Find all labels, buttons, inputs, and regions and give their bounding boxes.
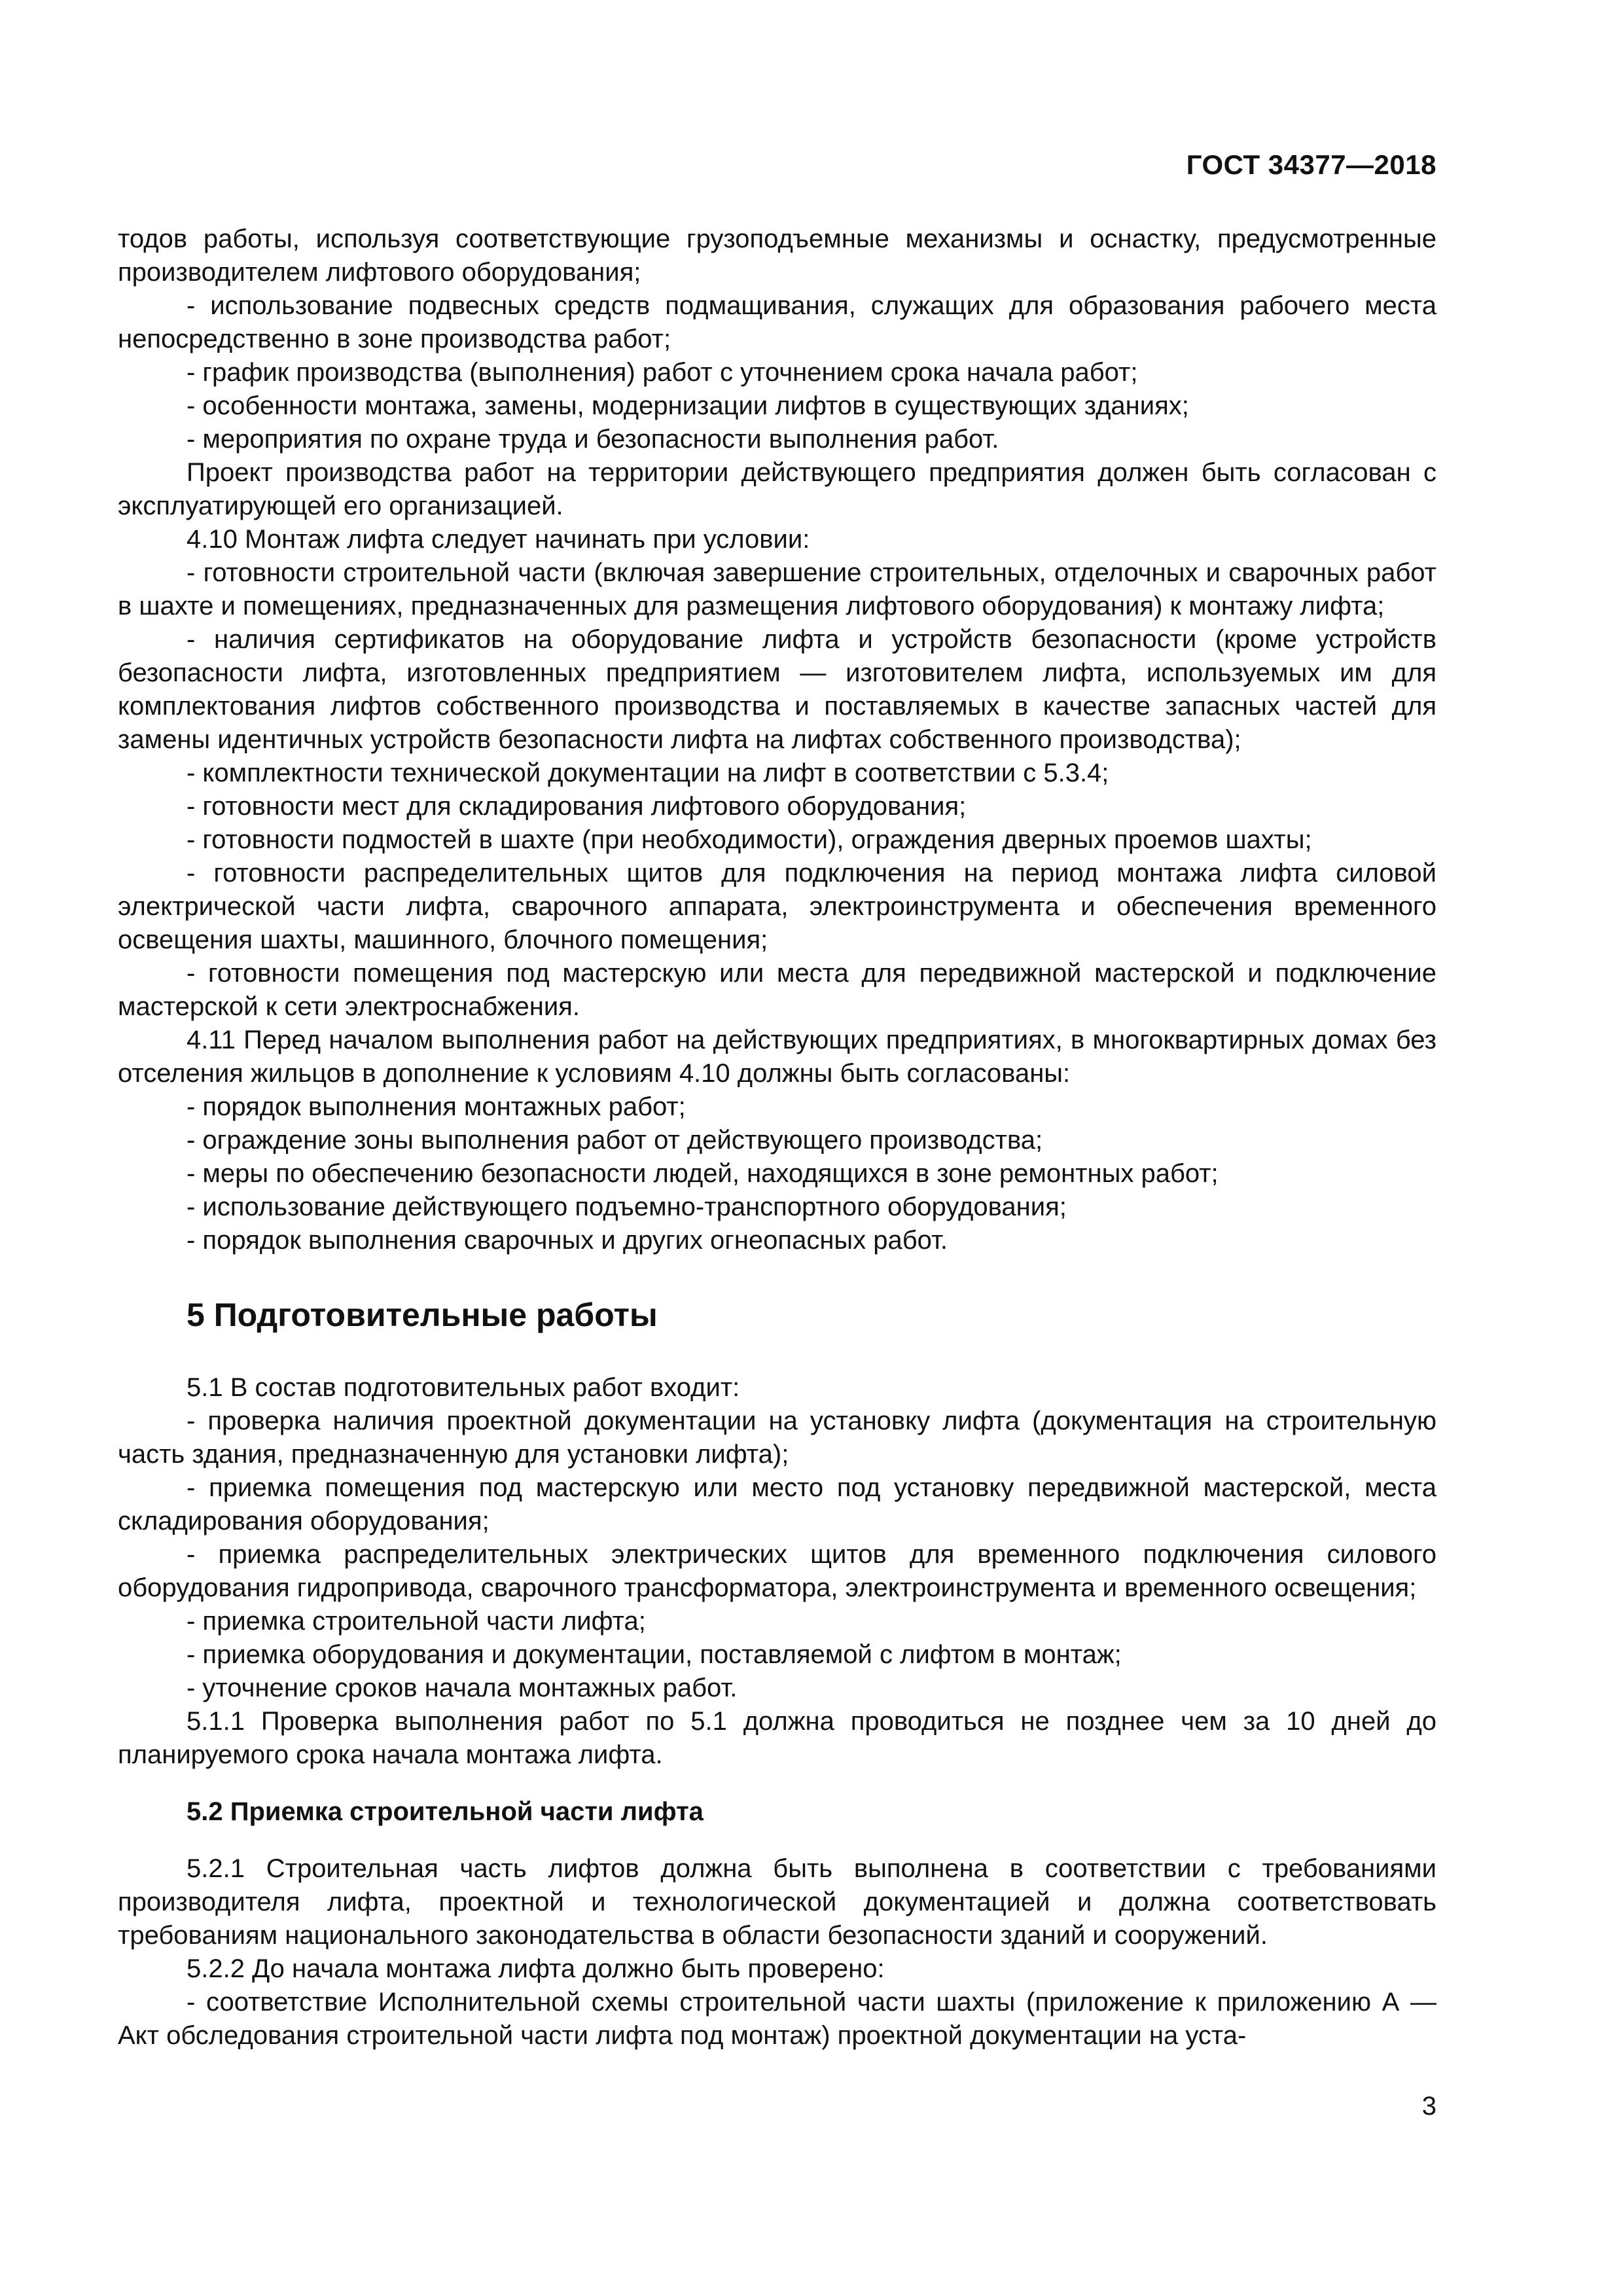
clause-4-10: 4.10 Монтаж лифта следует начинать при условии: <box>187 525 810 554</box>
list-item: - график производства (выполнения) работ с уточнением срока начала работ; <box>187 358 1138 387</box>
list-item: - меры по обеспечению безопасности людей, находящихся в зоне ремонтных работ; <box>187 1159 1219 1188</box>
paragraph: Проект производства работ на территории действующего предприятия должен быть согласован с эксплуатирующей его организацией. <box>118 458 1436 520</box>
list-item: - готовности мест для складирования лифтового оборудования; <box>187 792 967 821</box>
list-item: - готовности строительной части (включая завершение строительных, отделочных и сварочных работ в шахте и помещениях, предназначенных для размещения лифтового оборудования) к монтажу лифта; <box>118 558 1436 620</box>
paragraph: тодов работы, используя соответствующие грузоподъемные механизмы и оснастку, предусмотренные производителем лифтового оборудования; <box>118 224 1436 287</box>
clause-5-2-2: 5.2.2 До начала монтажа лифта должно быть проверено: <box>187 1954 885 1983</box>
list-item: - приемка оборудования и документации, поставляемой с лифтом в монтаж; <box>187 1640 1122 1669</box>
list-item: - ограждение зоны выполнения работ от действующего производства; <box>187 1126 1043 1155</box>
list-item: - приемка помещения под мастерскую или место под установку передвижной мастерской, места складирования оборудования; <box>118 1473 1436 1535</box>
section-5-2-heading: 5.2 Приемка строительной части лифта <box>187 1797 704 1826</box>
list-item: - проверка наличия проектной документации на установку лифта (документация на строительную часть здания, предназначенную для установки лифта); <box>118 1407 1436 1469</box>
clause-5-1-1: 5.1.1 Проверка выполнения работ по 5.1 должна проводиться не позднее чем за 10 дней до планируемого срока начала монтажа лифта. <box>118 1707 1436 1769</box>
section-5-heading: 5 Подготовительные работы <box>187 1297 658 1333</box>
list-item: - уточнение сроков начала монтажных работ. <box>187 1674 738 1702</box>
list-item: - приемка распределительных электрических щитов для временного подключения силового оборудования гидропривода, сварочного трансформатора, электроинструмента и временного освещения; <box>118 1540 1436 1602</box>
list-item: - готовности подмостей в шахте (при необходимости), ограждения дверных проемов шахты; <box>187 825 1312 854</box>
list-item: - комплектности технической документации на лифт в соответствии с 5.3.4; <box>187 759 1109 787</box>
document-code: ГОСТ 34377—2018 <box>1186 149 1436 180</box>
page-number: 3 <box>1421 2092 1436 2121</box>
list-item: - порядок выполнения сварочных и других огнеопасных работ. <box>187 1226 948 1255</box>
list-item: - соответствие Исполнительной схемы строительной части шахты (приложение к приложению А — Акт обследования строительной части лифта под монтаж) проектной документации на уста- <box>118 1988 1436 2050</box>
list-item: - использование действующего подъемно-транспортного оборудования; <box>187 1193 1067 1221</box>
list-item: - использование подвесных средств подмащивания, служащих для образования рабочего места непосредственно в зоне производства работ; <box>118 291 1436 353</box>
list-item: - готовности помещения под мастерскую или места для передвижной мастерской и подключение мастерской к сети электроснабжения. <box>118 959 1436 1021</box>
clause-5-2-1: 5.2.1 Строительная часть лифтов должна быть выполнена в соответствии с требованиями производителя лифта, проектной и технологической документацией и должна соответствовать требованиям национального законодательства в области безопасности зданий и сооружений. <box>118 1854 1436 1950</box>
list-item: - готовности распределительных щитов для подключения на период монтажа лифта силовой электрической части лифта, сварочного аппарата, электроинструмента и обеспечения временного освещения шахты, машинного, блочного помещения; <box>118 859 1436 954</box>
list-item: - особенности монтажа, замены, модернизации лифтов в существующих зданиях; <box>187 391 1189 420</box>
page-body <box>118 223 1436 2053</box>
list-item: - наличия сертификатов на оборудование лифта и устройств безопасности (кроме устройств безопасности лифта, изготовленных предприятием — изготовителем лифта, используемых им для комплектования лифтов собственного производства и поставляемых в качестве запасных частей для замены идентичных устройств безопасности лифта на лифтах собственного производства); <box>118 625 1436 754</box>
list-item: - порядок выполнения монтажных работ; <box>187 1092 686 1121</box>
clause-5-1: 5.1 В состав подготовительных работ входит: <box>187 1373 740 1402</box>
list-item: - мероприятия по охране труда и безопасности выполнения работ. <box>187 425 999 454</box>
clause-4-11: 4.11 Перед началом выполнения работ на действующих предприятиях, в многоквартирных домах без отселения жильцов в дополнение к условиям 4.10 должны быть согласованы: <box>118 1026 1436 1088</box>
list-item: - приемка строительной части лифта; <box>187 1607 646 1636</box>
